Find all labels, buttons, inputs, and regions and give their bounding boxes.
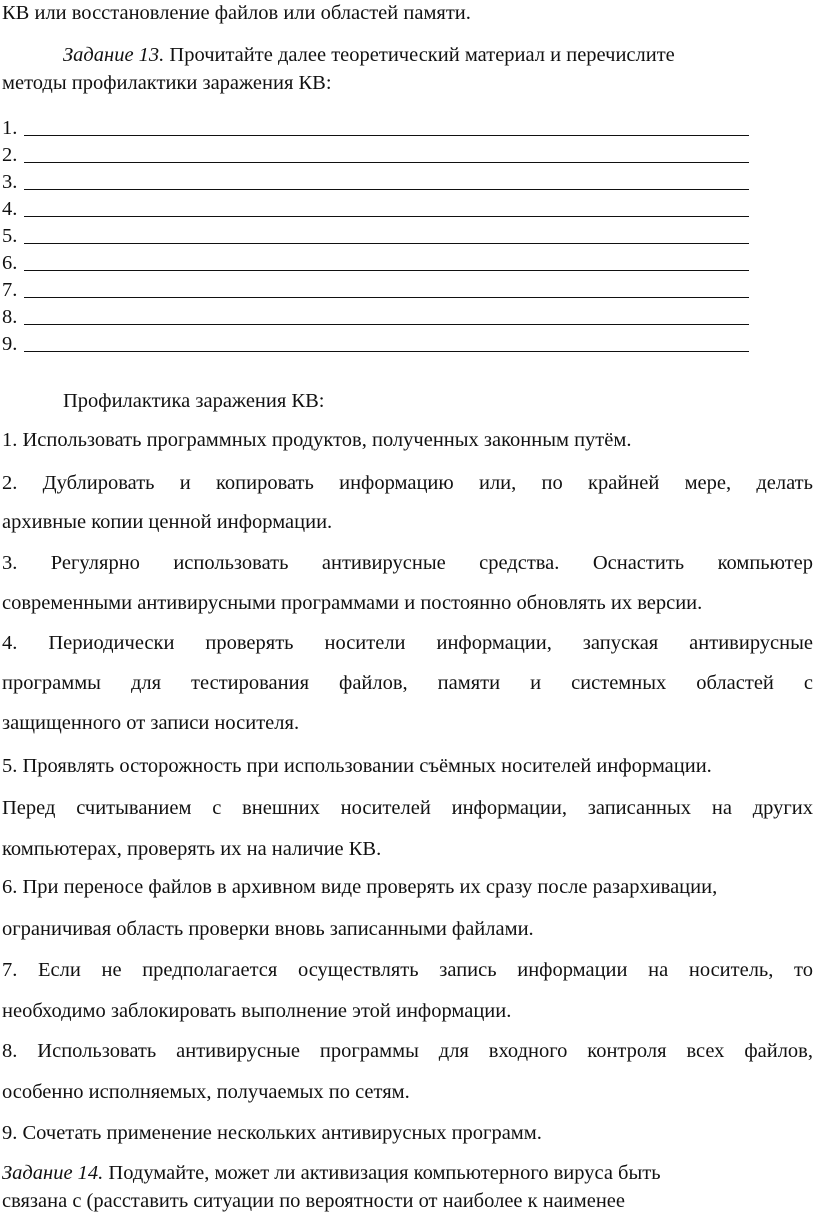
list-item-6-line1: 6. При переносе файлов в архивном виде проверять их сразу после разархивации,: [2, 876, 718, 898]
task13-label: Задание 13.: [63, 44, 165, 66]
blank-number: 7.: [2, 279, 18, 301]
blank-number: 1.: [2, 117, 18, 139]
blank-line: [24, 162, 749, 163]
blank-number: 4.: [2, 198, 18, 220]
task14-text-line2: связана с (расставить ситуации по вероятности от наиболее к наименее: [2, 1190, 626, 1212]
blank-line: [24, 135, 749, 136]
list-item-8-line1: 8. Использовать антивирусные программы для входного контроля всех файлов,: [2, 1040, 813, 1062]
blank-line: [24, 243, 749, 244]
list-item-5-line3: компьютерах, проверять их на наличие КВ.: [2, 838, 382, 860]
blank-line: [24, 216, 749, 217]
blank-number: 8.: [2, 306, 18, 328]
list-item-8-line2: особенно исполняемых, получаемых по сетям.: [2, 1081, 410, 1103]
blank-line: [24, 297, 749, 298]
section-title: Профилактика заражения КВ:: [63, 390, 325, 412]
list-item-9: 9. Сочетать применение нескольких антивирусных программ.: [2, 1122, 542, 1144]
blank-number: 9.: [2, 333, 18, 355]
blank-line: [24, 324, 749, 325]
blank-number: 5.: [2, 225, 18, 247]
task14-label: Задание 14.: [2, 1162, 104, 1184]
blank-line: [24, 189, 749, 190]
task14-text-line1: Подумайте, может ли активизация компьютерного вируса быть: [103, 1162, 661, 1184]
list-item-3-line2: современными антивирусными программами и постоянно обновлять их версии.: [2, 592, 703, 614]
task13-text-line1: Прочитайте далее теоретический материал и перечислите: [164, 44, 675, 66]
list-item-4-line1: 4. Периодически проверять носители информации, запуская антивирусные: [2, 632, 813, 654]
blank-number: 3.: [2, 171, 18, 193]
list-item-4-line3: защищенного от записи носителя.: [2, 712, 300, 734]
list-item-5-line2: Перед считыванием с внешних носителей информации, записанных на других: [2, 797, 813, 819]
blank-line: [24, 270, 749, 271]
list-item-7-line2: необходимо заблокировать выполнение этой информации.: [2, 1000, 512, 1022]
list-item-7-line1: 7. Если не предполагается осуществлять запись информации на носитель, то: [2, 959, 813, 981]
task13-text-line2: методы профилактики заражения КВ:: [2, 72, 332, 94]
list-item-2-line2: архивные копии ценной информации.: [2, 511, 333, 533]
task13-heading: [63, 44, 675, 67]
top-line: КВ или восстановление файлов или областей памяти.: [2, 2, 471, 24]
list-item-1: 1. Использовать программных продуктов, полученных законным путём.: [2, 429, 632, 451]
blank-line: [24, 351, 749, 352]
blank-number: 2.: [2, 144, 18, 166]
list-item-2-line1: 2. Дублировать и копировать информацию или, по крайней мере, делать: [2, 472, 813, 494]
list-item-3-line1: 3. Регулярно использовать антивирусные средства. Оснастить компьютер: [2, 552, 813, 574]
list-item-5-line1: 5. Проявлять осторожность при использовании съёмных носителей информации.: [2, 755, 712, 777]
list-item-6-line2: ограничивая область проверки вновь записанными файлами.: [2, 918, 534, 940]
task14-heading: [2, 1162, 661, 1185]
blank-number: 6.: [2, 252, 18, 274]
list-item-4-line2: программы для тестирования файлов, памяти и системных областей с: [2, 672, 813, 694]
